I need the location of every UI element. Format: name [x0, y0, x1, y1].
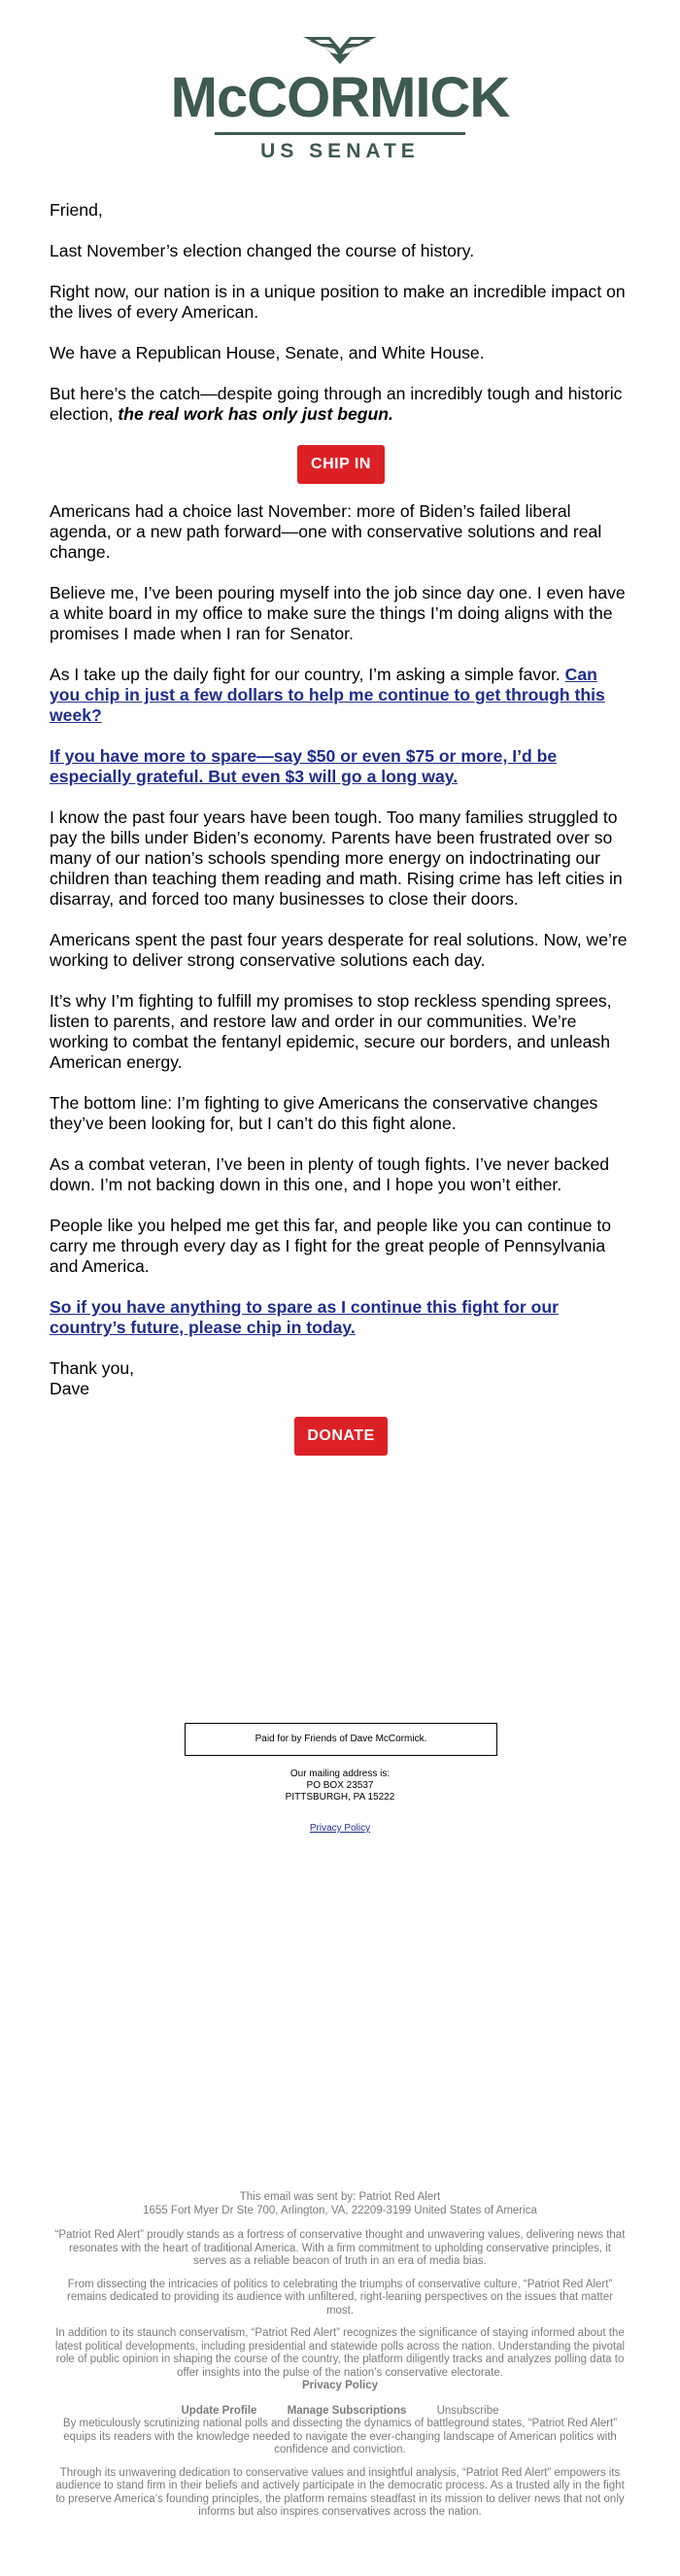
paragraph: It’s why I’m fighting to fulfill my promises to stop reckless spending sprees, listen to parents, and restore law and order in our communities. We’re working to combat the fentanyl epidemic, secure our borders, and unleash American energy. — [50, 991, 612, 1072]
footer-privacy-policy-link[interactable]: Privacy Policy — [302, 2380, 378, 2391]
privacy-policy-link[interactable]: Privacy Policy — [309, 1823, 371, 1834]
donate-more-link[interactable]: If you have more to spare—say $50 or even $75 or more, I’d be especially grateful. But even $3 will go a long way. — [50, 746, 558, 786]
city-line: PITTSBURGH, PA 15222 — [285, 1792, 395, 1803]
signature: Dave — [50, 1379, 90, 1398]
paragraph: I know the past four years have been tough. Too many families struggled to pay the bills under Biden’s economy. Parents have been frustrated over so many of our nation’s schools spending more energy on indoctrinating our children than teaching them reading and math. Rising crime has left cities in disarray, and forced too many businesses to close their doors. — [50, 807, 623, 909]
paragraph: Right now, our nation is in a unique position to make an incredible impact on the lives of every American. — [50, 282, 626, 322]
campaign-logo — [0, 35, 680, 163]
chip-in-today-link[interactable]: So if you have anything to spare as I continue this fight for our country’s future, please chip in today. — [50, 1297, 559, 1337]
paragraph: As a combat veteran, I’ve been in plenty of tough fights. I’ve never backed down. I’m not backing down in this one, and I hope you won’t either. — [50, 1154, 610, 1194]
footer-paragraph: “Patriot Red Alert” proudly stands as a fortress of conservative thought and unwavering values, delivering news that resonates with the heart of traditional America. With a firm commitment to upholding conservative principles, it serves as a reliable beacon of truth in an era of media bias. — [54, 2229, 626, 2267]
sign-off — [50, 1358, 632, 1399]
paragraph: Last November’s election changed the course of history. — [50, 241, 475, 260]
manage-subscriptions-link[interactable]: Manage Subscriptions — [287, 2404, 407, 2417]
update-profile-link[interactable]: Update Profile — [181, 2404, 257, 2417]
closing: Thank you, — [50, 1358, 135, 1378]
paragraph: Believe me, I’ve been pouring myself into the job since day one. I even have a white board in my office to make sure the things I’m doing aligns with the promises I made when I ran for Senator. — [50, 583, 626, 643]
sent-by: This email was sent by: Patriot Red Alert — [239, 2191, 441, 2203]
logo-divider — [215, 132, 465, 135]
paragraph: People like you helped me get this far, and people like you can continue to carry me through every day as I fight for the great people of Pennsylvania and America. — [50, 1216, 612, 1276]
chip-in-button[interactable]: CHIP IN — [297, 445, 385, 484]
paragraph-text: As I take up the daily fight for our country, I’m asking a simple favor. — [50, 665, 565, 684]
paragraph: Americans had a choice last November: more of Biden’s failed liberal agenda, or a new path forward—one with conservative solutions and real change. — [50, 501, 602, 562]
footer-paragraph: In addition to its staunch conservatism, “Patriot Red Alert” recognizes the significance of staying informed about the latest political developments, including presidential and statewide polls across the nation. Understanding the pivotal role of public opinion in shaping the course of the country, the platform diligently tracks and analyzes polling data to offer insights into the pulse of the nation’s conservative electorate. — [54, 2327, 626, 2379]
mailing-label: Our mailing address is: — [289, 1769, 391, 1779]
logo-name: McCORMICK — [170, 66, 510, 129]
paragraph: Americans spent the past four years desperate for real solutions. Now, we’re working to deliver strong conservative solutions each day. — [50, 930, 628, 970]
po-box: PO BOX 23537 — [306, 1780, 374, 1791]
paragraph: The bottom line: I’m fighting to give Americans the conservative changes they’ve been looking for, but I can’t do this fight alone. — [50, 1093, 598, 1133]
sender-footer — [53, 2191, 627, 2529]
donate-button[interactable]: DONATE — [294, 1417, 388, 1456]
mailing-address — [0, 1769, 680, 1803]
footer-paragraph: Through its unwavering dedication to conservative values and insightful analysis, “Patriot Red Alert” empowers its audience to stand firm in their beliefs and actively participate in the democratic process. As a trusted ally in the fight to preserve America’s founding principles, the platform remains steadfast in its mission to deliver news that not only informs but also inspires conservatives across the nation. — [55, 2466, 625, 2518]
chip-in-link[interactable]: Can you chip in just a few dollars to help me continue to get through this week? — [50, 665, 605, 725]
sender-address: 1655 Fort Myer Dr Ste 700, Arlington, VA, 22209-3199 United States of America — [143, 2204, 537, 2216]
footer-paragraph: From dissecting the intricacies of politics to celebrating the triumphs of conservative culture, “Patriot Red Alert” remains dedicated to providing its audience with unfiltered, right-leaning perspectives on the issues that matter most. — [67, 2278, 613, 2317]
paragraph — [50, 746, 632, 787]
greeting: Friend, — [50, 200, 103, 220]
paragraph: We have a Republican House, Senate, and White House. — [50, 343, 485, 362]
eagle-icon — [301, 35, 379, 68]
footer-paragraph: By meticulously scrutinizing national polls and dissecting the dynamics of battleground states, “Patriot Red Alert” equips its readers with the knowledge needed to navigate the ever-changing landscape of American politics with confidence and conviction. — [62, 2418, 618, 2456]
footer-links — [53, 2405, 627, 2419]
logo-subtitle: US SENATE — [260, 140, 420, 162]
paragraph — [50, 384, 632, 425]
paragraph — [50, 1297, 632, 1338]
paid-for-disclaimer: Paid for by Friends of Dave McCormick. — [185, 1723, 497, 1756]
emphasis-text: the real work has only just begun. — [118, 404, 393, 424]
unsubscribe-link[interactable]: Unsubscribe — [436, 2404, 499, 2417]
letter-body — [50, 200, 632, 1456]
paragraph — [50, 665, 632, 726]
paragraph-text: But here’s the catch—despite going through an incredibly tough and historic election, — [50, 384, 623, 424]
